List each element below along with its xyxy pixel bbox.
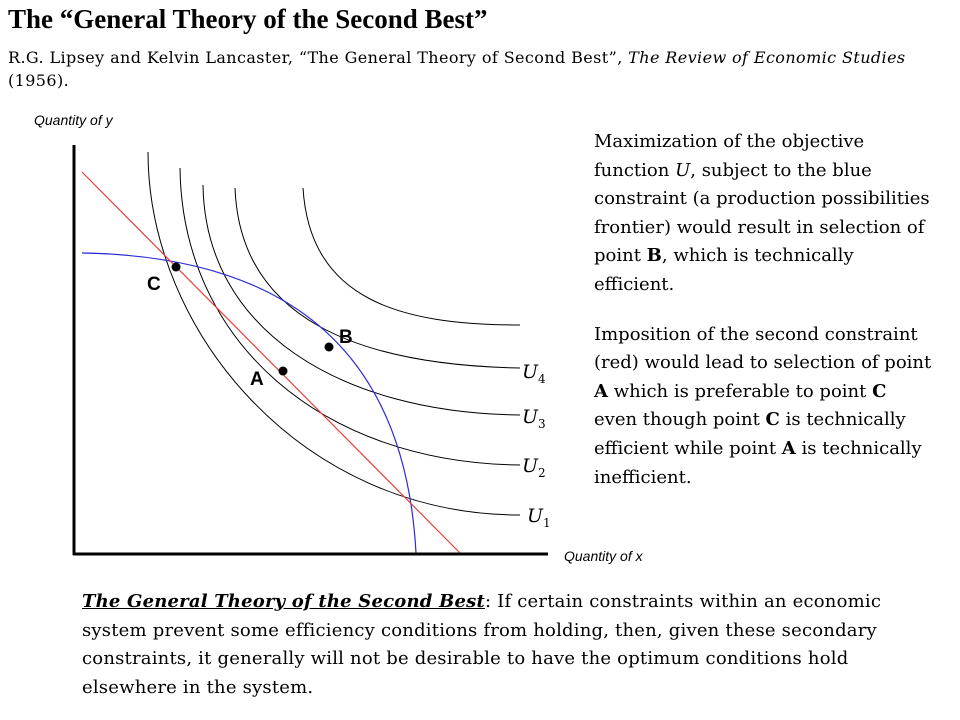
indifference-curve-u2 (180, 168, 520, 465)
y-axis-label: Quantity of y (34, 112, 113, 128)
summary-definition: The General Theory of the Second Best: If certain constraints within an economic system prevent some efficiency conditions from holding, then, given these secondary constraints, it generally will not be desirable to have the optimum conditions hold elsewhere in the system. (82, 591, 882, 698)
summary-term: The General Theory of the Second Best (82, 591, 485, 612)
point-c-dot (172, 263, 181, 272)
x-axis-label: Quantity of x (564, 548, 643, 564)
point-b-dot (325, 343, 334, 352)
point-b-label: B (339, 327, 353, 348)
citation-journal: The Review of Economic Studies (628, 48, 906, 67)
point-c-label: C (147, 274, 161, 295)
production-frontier (82, 253, 416, 553)
curve-label-u4: $U_4$ (522, 361, 546, 386)
curve-label-u3: $U_3$ (522, 406, 546, 431)
summary-body: If certain constraints within an economic system prevent some efficiency conditions from holding, then, given these secondary constraints, it generally will not be desirable to have the optimum conditions hold elsewhere in the system. (82, 591, 882, 698)
explanation-paragraph-2: Imposition of the second constraint (red) would lead to selection of point A which is preferable to point C even though point C is technically efficient while point A is technically inefficient. (594, 323, 932, 488)
point-a-dot (279, 367, 288, 376)
objective-u: U (675, 159, 691, 181)
indifference-curve-u5 (303, 188, 520, 325)
citation-year: (1956). (8, 71, 70, 90)
curve-label-u1: $U_1$ (527, 505, 551, 530)
page-title: The “General Theory of the Second Best” (8, 4, 488, 34)
point-c-ref: C (872, 380, 887, 402)
point-b-ref: B (646, 245, 662, 267)
curve-label-u2: $U_2$ (522, 455, 546, 480)
point-a-ref: A (594, 380, 608, 402)
point-a-ref: A (781, 437, 796, 459)
second-constraint-line (82, 172, 460, 553)
explanation-text (594, 128, 934, 492)
point-a-label: A (250, 369, 264, 390)
point-c-ref: C (765, 409, 780, 431)
explanation-paragraph-1: Maximization of the objective function U, subject to the blue constraint (a production possibilities frontier) would result in selection of point B, which is technically efficient. (594, 131, 930, 295)
citation-authors: R.G. Lipsey and Kelvin Lancaster, “The General Theory of Second Best”, (8, 48, 629, 67)
